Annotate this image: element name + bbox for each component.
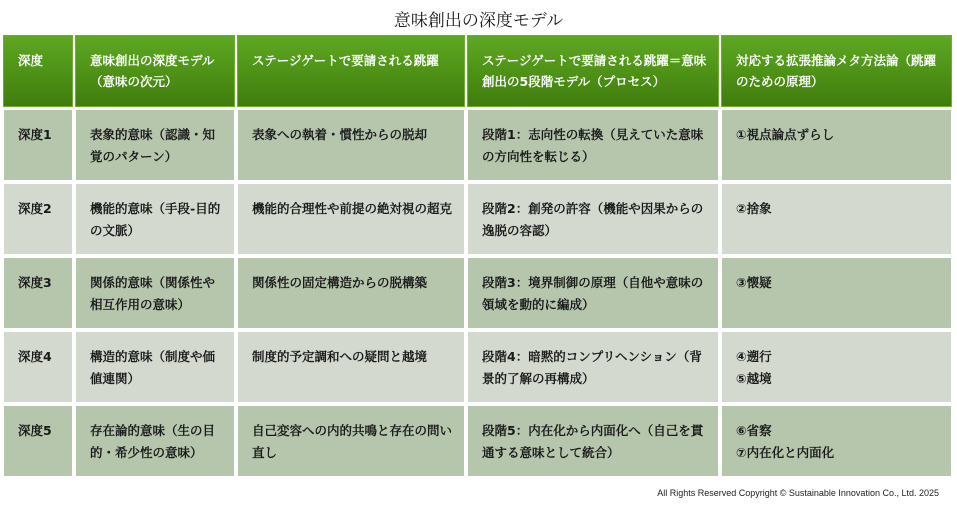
header-depth: 深度 [3,35,73,107]
cell-stage: 段階3：境界制御の原理（自他や意味の領域を動的に編成） [467,257,719,329]
cell-meaning: 機能的意味（手段-目的の文脈） [75,183,235,255]
cell-stage: 段階4：暗黙的コンプリヘンション（背景的了解の再構成） [467,331,719,403]
page-title: 意味創出の深度モデル [393,11,564,31]
cell-depth: 深度2 [3,183,73,255]
cell-depth: 深度5 [3,405,73,477]
cell-meaning: 関係的意味（関係性や相互作用の意味） [75,257,235,329]
cell-stage: 段階1：志向性の転換（見えていた意味の方向性を転じる） [467,109,719,181]
cell-method: ②捨象 [721,183,952,255]
header-meaning-dimension: 意味創出の深度モデル（意味の次元） [75,35,235,107]
cell-method: ③懐疑 [721,257,952,329]
cell-depth: 深度1 [3,109,73,181]
cell-meaning: 構造的意味（制度や価値連関） [75,331,235,403]
table-row [3,183,952,255]
cell-leap: 自己変容への内的共鳴と存在の問い直し [237,405,465,477]
cell-stage: 段階5：内在化から内面化へ（自己を貫通する意味として統合） [467,405,719,477]
table-row [3,257,952,329]
cell-leap: 関係性の固定構造からの脱構築 [237,257,465,329]
table-row [3,109,952,181]
cell-meaning: 表象的意味（認識・知覚のパターン） [75,109,235,181]
depth-model-table [1,33,954,479]
cell-meaning: 存在論的意味（生の目的・希少性の意味） [75,405,235,477]
cell-stage: 段階2：創発の許容（機能や因果からの逸脱の容認） [467,183,719,255]
header-required-leap: ステージゲートで要請される跳躍 [237,35,465,107]
cell-method: ⑥省察 ⑦内在化と内面化 [721,405,952,477]
cell-depth: 深度4 [3,331,73,403]
header-meta-methodology: 対応する拡張推論メタ方法論（跳躍のための原理） [721,35,952,107]
cell-leap: 機能的合理性や前提の絶対視の超克 [237,183,465,255]
cell-leap: 表象への執着・慣性からの脱却 [237,109,465,181]
cell-method: ④遡行 ⑤越境 [721,331,952,403]
cell-method: ①視点論点ずらし [721,109,952,181]
copyright-notice: All Rights Reserved Copyright © Sustainable Innovation Co., Ltd. 2025 [657,488,939,498]
cell-depth: 深度3 [3,257,73,329]
header-five-stage-process: ステージゲートで要請される跳躍＝意味創出の5段階モデル（プロセス） [467,35,719,107]
table-row [3,405,952,477]
cell-leap: 制度的予定調和への疑問と越境 [237,331,465,403]
table-header-row [3,35,952,107]
table-row [3,331,952,403]
